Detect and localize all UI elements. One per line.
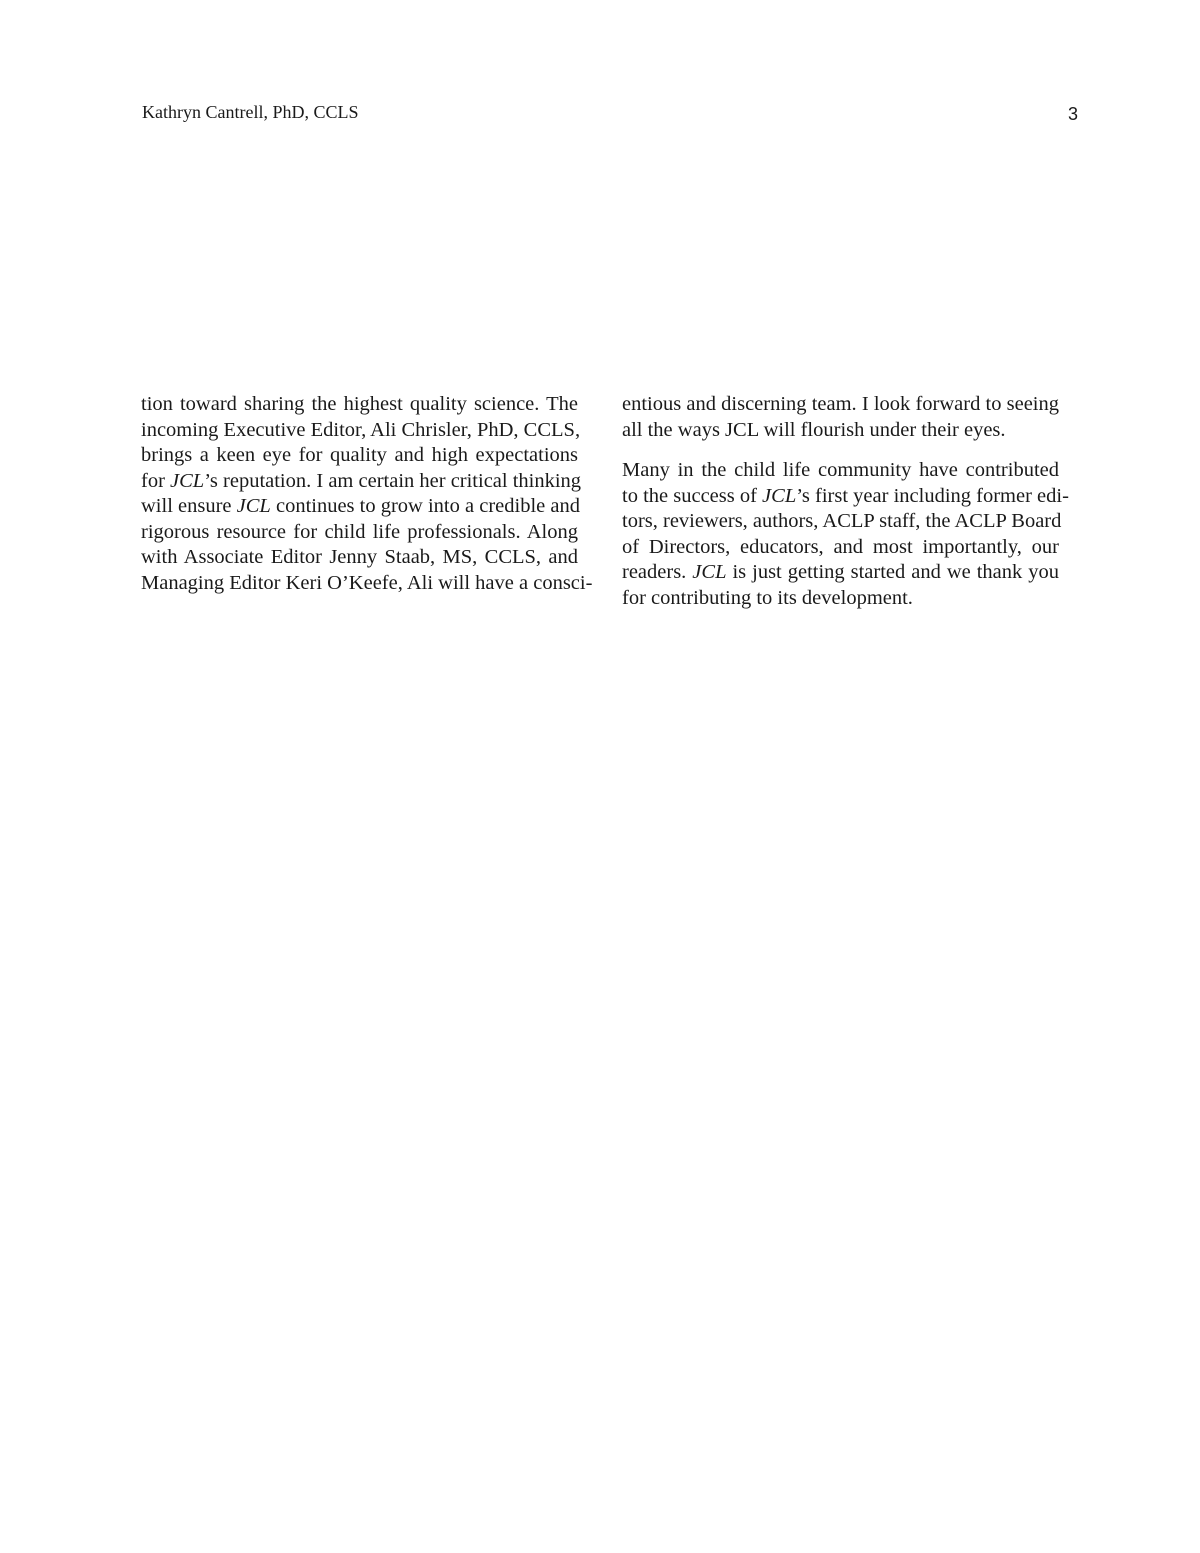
text-line bbox=[141, 469, 582, 495]
text-run: incoming Executive Editor, Ali Chrisler, PhD, CCLS, bbox=[141, 418, 581, 441]
italic-journal-name: JCL bbox=[762, 484, 797, 507]
italic-journal-name: JCL bbox=[692, 561, 727, 583]
body-paragraph bbox=[141, 392, 593, 596]
text-line bbox=[622, 484, 1069, 510]
text-run: for bbox=[141, 469, 171, 492]
text-run: to the success of bbox=[622, 484, 763, 507]
text-run: of Directors, educators, and most importantly, our bbox=[622, 535, 1059, 558]
right-column bbox=[622, 392, 1069, 611]
text-line bbox=[622, 392, 1059, 418]
page-number: 3 bbox=[1067, 104, 1078, 124]
text-run: continues to grow into a credible and bbox=[270, 495, 580, 517]
text-run: with Associate Editor Jenny Staab, MS, CCLS, and bbox=[141, 546, 578, 568]
text-line bbox=[141, 443, 578, 469]
text-run: rigorous resource for child life professionals. Along bbox=[141, 520, 578, 543]
italic-journal-name: JCL bbox=[170, 469, 205, 492]
text-line bbox=[622, 458, 1059, 484]
text-line bbox=[141, 392, 578, 418]
left-column bbox=[141, 392, 593, 596]
text-run: is just getting started and we thank you bbox=[726, 561, 1059, 583]
text-run: will ensure bbox=[141, 495, 237, 517]
text-run: entious and discerning team. I look forward to seeing bbox=[622, 393, 1059, 415]
italic-journal-name: JCL bbox=[236, 495, 271, 517]
text-run: ’s reputation. I am certain her critical thinking bbox=[204, 469, 582, 492]
text-run: readers. bbox=[622, 561, 693, 583]
text-line bbox=[141, 520, 578, 546]
text-line bbox=[622, 560, 1059, 586]
text-line bbox=[141, 545, 578, 571]
text-run: all the ways JCL will flourish under their eyes. bbox=[622, 418, 1006, 441]
text-run: Managing Editor Keri O’Keefe, Ali will have a consci- bbox=[141, 571, 593, 594]
text-run: brings a keen eye for quality and high expectations bbox=[141, 444, 578, 466]
body-paragraph bbox=[622, 392, 1059, 443]
text-line bbox=[622, 418, 1059, 444]
text-run: ’s first year including former edi- bbox=[796, 484, 1069, 507]
text-line bbox=[622, 535, 1059, 561]
body-paragraph bbox=[622, 458, 1069, 611]
text-line bbox=[622, 586, 1059, 612]
text-line bbox=[141, 418, 581, 444]
text-line bbox=[622, 509, 1062, 535]
text-run: tors, reviewers, authors, ACLP staff, the ACLP Board bbox=[622, 510, 1062, 532]
text-line bbox=[141, 494, 578, 520]
text-run: Many in the child life community have contributed bbox=[622, 459, 1059, 481]
text-line bbox=[141, 571, 593, 597]
text-run: for contributing to its development. bbox=[622, 586, 913, 609]
text-run: tion toward sharing the highest quality science. The bbox=[141, 393, 578, 415]
running-head-author: Kathryn Cantrell, PhD, CCLS bbox=[142, 102, 359, 122]
